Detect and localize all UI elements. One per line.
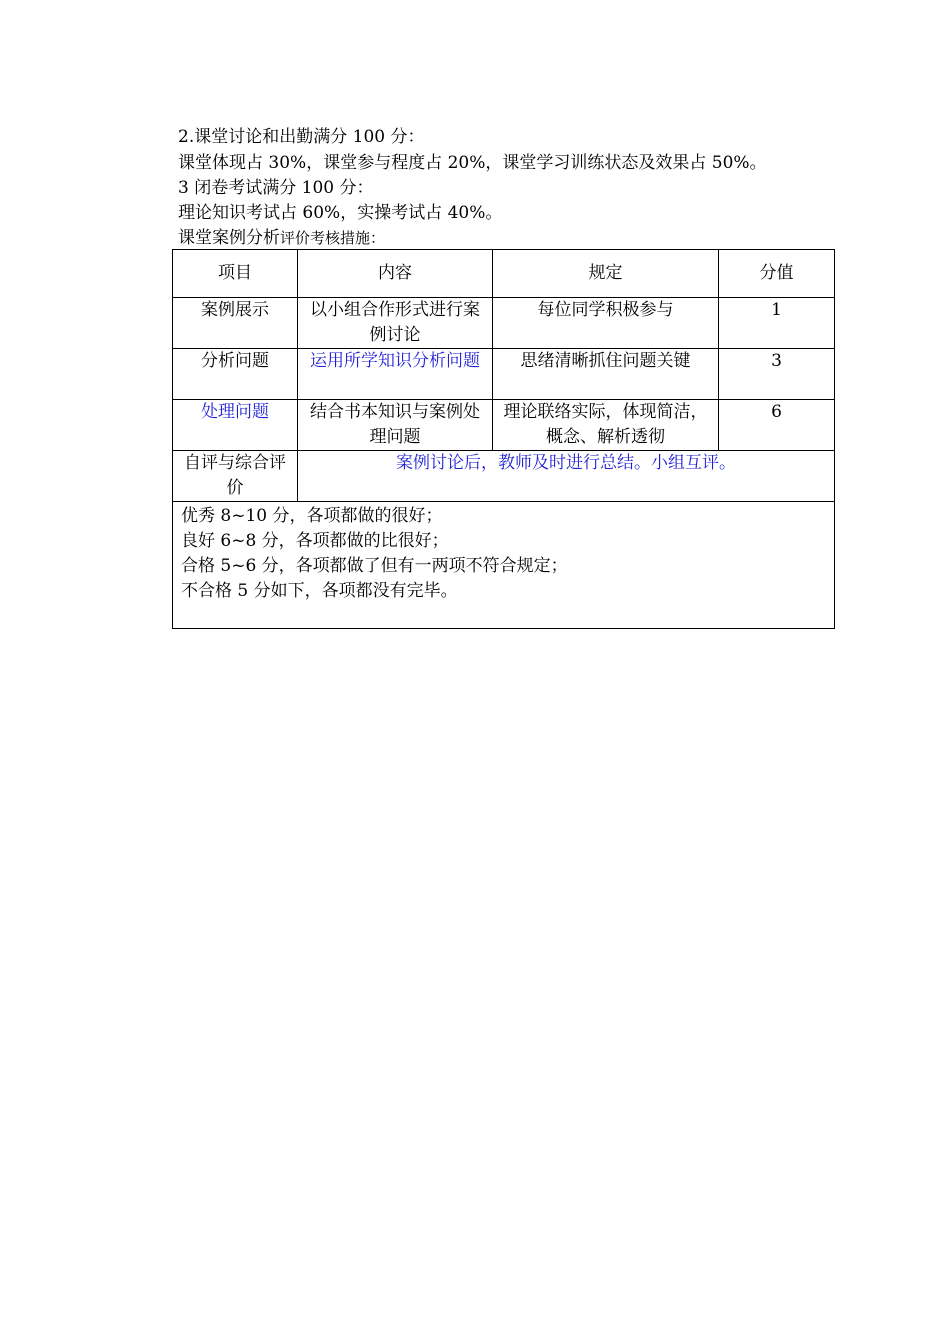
header-cell-content: 内容 (298, 250, 493, 298)
row-rule: 每位同学积极参与 (493, 298, 719, 349)
intro-line-2: 课堂体现占 30%，课堂参与程度占 20%，课堂学习训练状态及效果占 50%。 (178, 153, 767, 173)
summary-row (173, 451, 835, 502)
intro-line-5 (178, 225, 385, 251)
criteria-row (173, 502, 835, 629)
criteria-line: 良好 6~8 分，各项都做的比很好； (181, 531, 449, 551)
criteria-line: 不合格 5 分如下，各项都没有完毕。 (181, 581, 458, 601)
summary-label: 自评与综合评价 (173, 451, 298, 502)
row-content: 以小组合作形式进行案例讨论 (298, 298, 493, 349)
criteria-cell (173, 502, 835, 629)
intro-line-5-part-b: 评价考核措施： (280, 229, 386, 247)
row-score: 1 (719, 298, 835, 349)
header-cell-rule: 规定 (493, 250, 719, 298)
table-row (173, 349, 835, 400)
summary-text: 案例讨论后，教师及时进行总结。小组互评。 (298, 451, 835, 502)
row-score: 3 (719, 349, 835, 400)
intro-line-3: 3 闭卷考试满分 100 分： (178, 178, 374, 198)
header-cell-item: 项目 (173, 250, 298, 298)
row-item: 案例展示 (173, 298, 298, 349)
intro-line-1: 2.课堂讨论和出勤满分 100 分： (178, 127, 425, 147)
row-score: 6 (719, 400, 835, 451)
table-row (173, 400, 835, 451)
row-item: 处理问题 (173, 400, 298, 451)
header-cell-score: 分值 (719, 250, 835, 298)
intro-line-5-part-a: 课堂案例分析 (178, 228, 280, 248)
table-header-row (173, 250, 835, 298)
assessment-table (172, 249, 835, 629)
row-rule: 思绪清晰抓住问题关键 (493, 349, 719, 400)
table-row (173, 298, 835, 349)
intro-line-4: 理论知识考试占 60%，实操考试占 40%。 (178, 203, 503, 223)
criteria-line: 优秀 8~10 分，各项都做的很好； (181, 506, 443, 526)
row-rule: 理论联络实际，体现简洁，概念、解析透彻 (493, 400, 719, 451)
row-item: 分析问题 (173, 349, 298, 400)
row-content: 运用所学知识分析问题 (298, 349, 493, 400)
criteria-line: 合格 5~6 分，各项都做了但有一两项不符合规定； (181, 556, 568, 576)
row-content: 结合书本知识与案例处理问题 (298, 400, 493, 451)
